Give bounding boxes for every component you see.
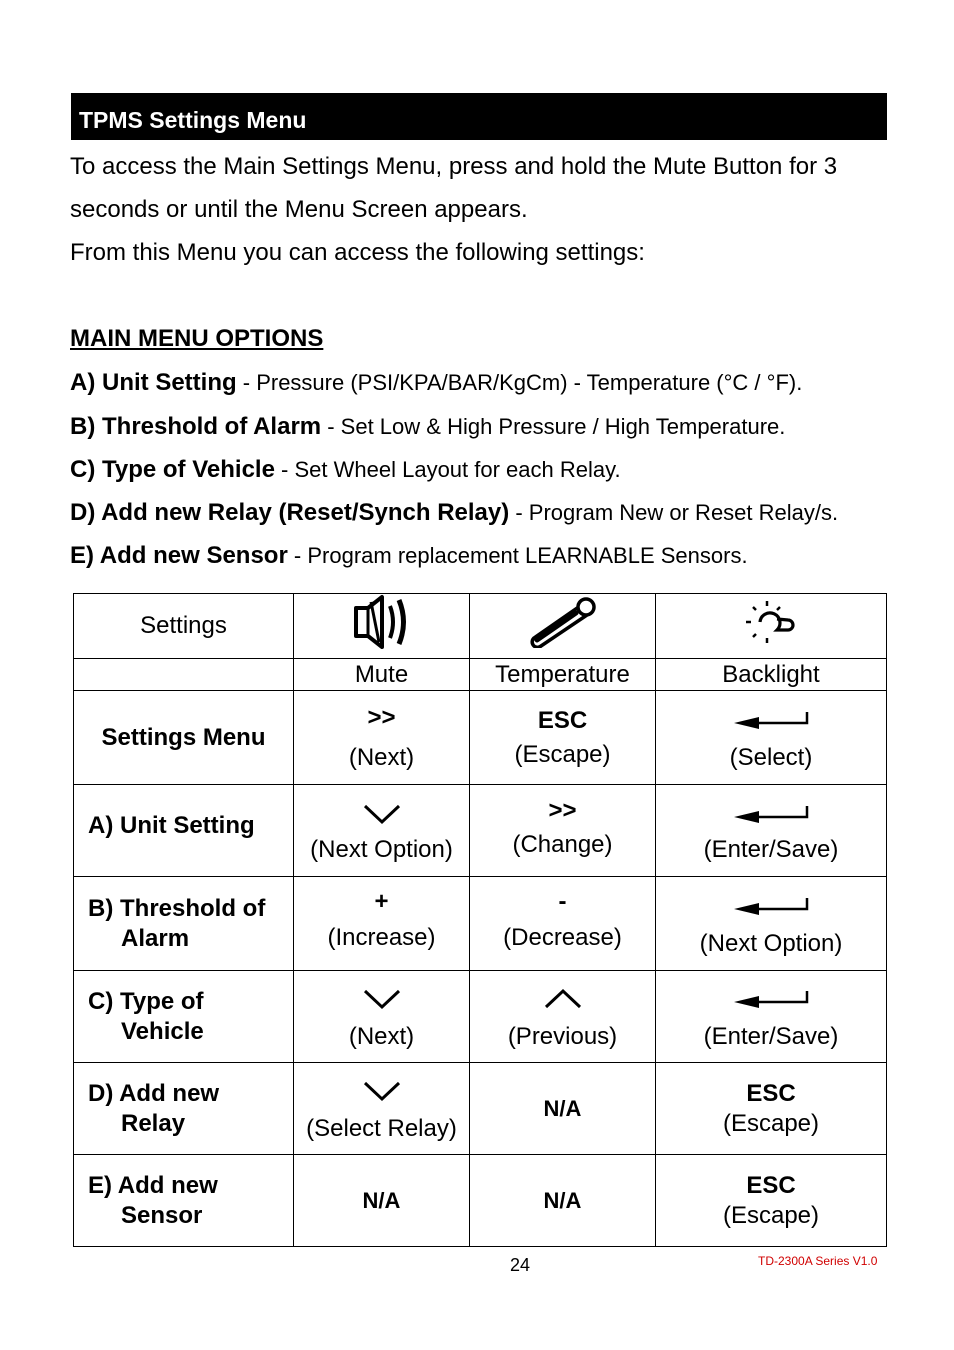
cell-text: (Select Relay) — [306, 1114, 457, 1142]
cell-text: (Next) — [348, 743, 415, 771]
empty-cell — [74, 659, 294, 691]
chevron-down-icon — [362, 988, 402, 1010]
row-head-add-sensor: E) Add new Sensor — [74, 1155, 294, 1247]
table-button-row — [74, 659, 887, 691]
not-applicable-cell: N/A — [470, 1155, 656, 1247]
cell-symbol: + — [374, 887, 389, 915]
cell-text: (Escape) — [514, 740, 611, 768]
table-cell — [470, 785, 656, 877]
table-cell — [294, 971, 470, 1063]
row-head-unit-setting: A) Unit Setting — [74, 785, 294, 877]
row-head-vehicle-type: C) Type of Vehicle — [74, 971, 294, 1063]
table-cell — [656, 1063, 887, 1155]
button-name-backlight: Backlight — [656, 659, 887, 691]
table-cell — [470, 691, 656, 785]
row-head-settings-menu: Settings Menu — [74, 691, 294, 785]
thermometer-icon — [526, 596, 600, 648]
cell-text: (Escape) — [722, 1201, 820, 1229]
enter-arrow-icon — [733, 990, 809, 1008]
not-applicable-cell: N/A — [294, 1155, 470, 1247]
backlight-icon-cell — [656, 594, 887, 659]
table-cell — [470, 971, 656, 1063]
table-row — [74, 971, 887, 1063]
table-cell — [656, 877, 887, 971]
chevron-down-icon — [362, 803, 402, 825]
table-cell — [294, 1063, 470, 1155]
option-e: E) Add new Sensor - Program replacement LEARNABLE Sensors. — [70, 542, 748, 569]
row-head-threshold: B) Threshold of Alarm — [74, 877, 294, 971]
cell-text: (Increase) — [327, 923, 436, 951]
settings-table — [73, 593, 887, 1247]
page-number: 24 — [510, 1255, 531, 1275]
cell-symbol: ESC — [537, 706, 588, 734]
table-row — [74, 785, 887, 877]
table-row — [74, 1063, 887, 1155]
option-a: A) Unit Setting - Pressure (PSI/KPA/BAR/KgCm) - Temperature (°C / °F). — [70, 369, 803, 396]
backlight-bulb-icon — [743, 599, 799, 645]
table-cell — [656, 1155, 887, 1247]
option-c: C) Type of Vehicle - Set Wheel Layout for each Relay. — [70, 456, 621, 483]
cell-text: (Escape) — [722, 1109, 820, 1137]
intro-line-1: To access the Main Settings Menu, press and hold the Mute Button for 3 — [70, 153, 838, 180]
table-cell — [656, 785, 887, 877]
table-cell — [656, 971, 887, 1063]
table-icon-row — [74, 594, 887, 659]
cell-symbol: - — [558, 887, 567, 915]
cell-text: (Change) — [512, 830, 613, 858]
cell-symbol: >> — [367, 703, 396, 731]
cell-text: (Enter/Save) — [703, 1022, 839, 1050]
table-cell — [294, 785, 470, 877]
model-label: TD-2300A Series V1.0 — [758, 1254, 878, 1268]
temperature-icon-cell — [470, 594, 656, 659]
speaker-mute-icon — [352, 594, 412, 650]
mute-icon-cell — [294, 594, 470, 659]
cell-symbol: ESC — [746, 1171, 796, 1199]
intro-line-2: seconds or until the Menu Screen appears. — [70, 196, 528, 223]
row-head-add-relay: D) Add new Relay — [74, 1063, 294, 1155]
section-banner: TPMS Settings Menu — [71, 93, 887, 140]
button-name-temperature: Temperature — [470, 659, 656, 691]
cell-text: (Select) — [729, 743, 813, 771]
cell-symbol: ESC — [746, 1079, 796, 1107]
table-cell — [470, 877, 656, 971]
table-cell — [294, 877, 470, 971]
cell-text: (Next Option) — [310, 835, 453, 863]
cell-text: (Next) — [348, 1022, 415, 1050]
table-row — [74, 877, 887, 971]
cell-symbol: >> — [548, 796, 577, 824]
cell-text: (Next Option) — [699, 929, 843, 957]
main-menu-title: MAIN MENU OPTIONS — [70, 325, 324, 352]
chevron-up-icon — [543, 988, 583, 1010]
cell-text: (Previous) — [507, 1022, 618, 1050]
option-b: B) Threshold of Alarm - Set Low & High Pressure / High Temperature. — [70, 413, 786, 440]
enter-arrow-icon — [733, 805, 809, 823]
table-cell — [294, 691, 470, 785]
button-name-mute: Mute — [294, 659, 470, 691]
cell-text: (Decrease) — [503, 923, 622, 951]
chevron-down-icon — [362, 1080, 402, 1102]
enter-arrow-icon — [733, 711, 809, 729]
cell-text: (Enter/Save) — [703, 835, 839, 863]
table-row — [74, 691, 887, 785]
table-cell — [656, 691, 887, 785]
intro-line-3: From this Menu you can access the following settings: — [70, 239, 645, 266]
enter-arrow-icon — [733, 897, 809, 915]
table-corner-label: Settings — [74, 594, 294, 659]
not-applicable-cell: N/A — [470, 1063, 656, 1155]
option-d: D) Add new Relay (Reset/Synch Relay) - Program New or Reset Relay/s. — [70, 499, 839, 526]
table-row — [74, 1155, 887, 1247]
